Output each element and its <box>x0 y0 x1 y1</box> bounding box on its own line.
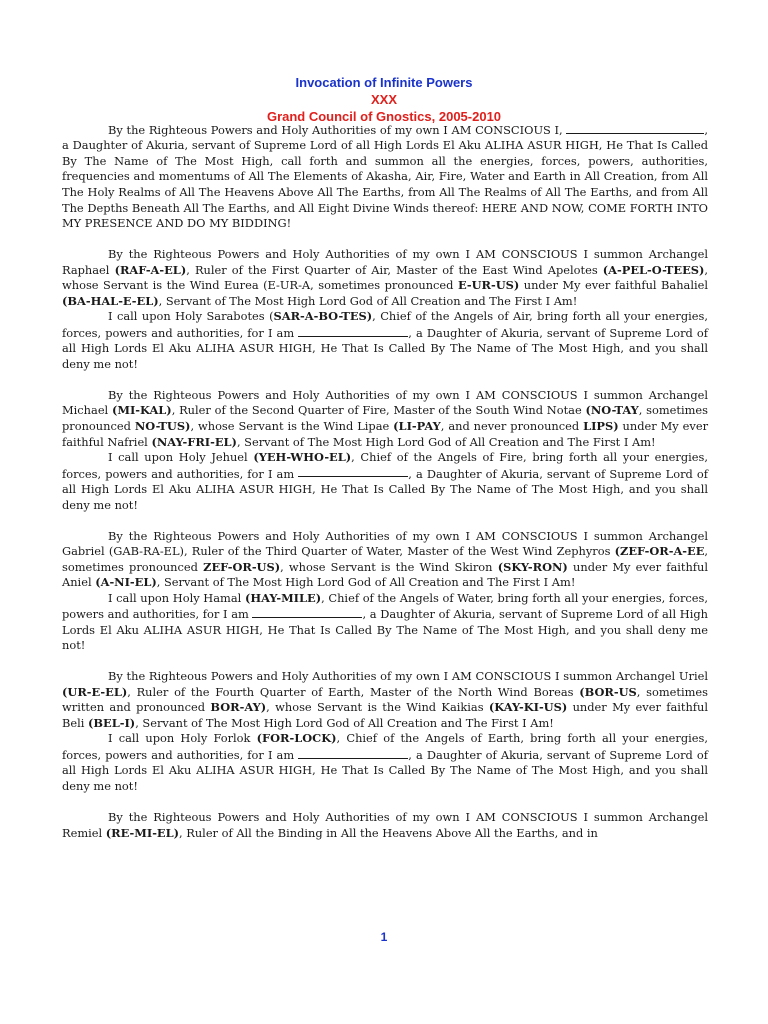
text-run: , sometimes pronounced <box>62 544 708 574</box>
pronunciation: (A-NI-EL) <box>95 575 157 590</box>
text-run: , sometimes pronounced <box>62 403 708 433</box>
text-run: , and never pronounced <box>440 418 584 433</box>
text-run: I call upon Holy Hamal <box>108 590 245 605</box>
paragraph-sarabotes <box>62 309 708 372</box>
text-run: , Chief of the Angels of Fire, bring forth all your energies, forces, powers and authorities, for I am <box>62 450 708 481</box>
text-run: I call upon Holy Jehuel <box>108 450 254 465</box>
text-run: under My ever faithful Nafriel <box>62 418 709 449</box>
paragraph-michael <box>62 388 708 450</box>
pronunciation: NO-TUS) <box>134 418 191 433</box>
text-run: , Chief of the Angels of Earth, bring forth all your energies, forces, powers and authorities, for I am <box>62 731 708 762</box>
text-run: By the Righteous Powers and Holy Authorities of my own I AM CONSCIOUS I summon Archangel Raphael <box>62 247 708 277</box>
text-run: , sometimes written and pronounced <box>62 684 708 715</box>
paragraph-uriel <box>62 669 708 731</box>
document-subtitle: XXX <box>370 92 397 107</box>
pronunciation: (FOR-LOCK) <box>256 731 337 746</box>
pronunciation: ZEF-OR-US) <box>203 559 281 574</box>
text-run: , Servant of The Most High Lord God of All Creation and The First I Am! <box>135 715 554 730</box>
text-run: , whose Servant is the Wind Eurea (E-UR-A, sometimes pronounced <box>62 262 708 293</box>
text-run: , Ruler of the First Quarter of Air, Master of the East Wind Apelotes <box>186 262 603 277</box>
paragraph-raphael <box>62 247 708 309</box>
text-run: By the Righteous Powers and Holy Authorities of my own I AM CONSCIOUS I summon Archangel Gabriel (GAB-RA-EL), Ruler of the Third Quarter of Water, Master of the West Wind Zephyros <box>62 528 708 559</box>
pronunciation: SAR-A-BO-TES) <box>273 309 373 324</box>
text-run: , Ruler of All the Binding in All the Heavens Above All the Earths, and in <box>179 825 598 840</box>
council-line: Grand Council of Gnostics, 2005-2010 <box>266 109 502 124</box>
text-run: By the Righteous Powers and Holy Authorities of my own I AM CONSCIOUS I, <box>108 122 567 137</box>
name-blank <box>566 122 704 134</box>
paragraph-remiel <box>62 810 708 841</box>
pronunciation: (BOR-US <box>579 684 637 699</box>
paragraph-forlok <box>62 731 708 794</box>
text-run: under My ever faithful Beli <box>62 700 708 730</box>
pronunciation: BOR-AY) <box>210 700 267 715</box>
text-run: , Chief of the Angels of Air, bring forth all your energies, forces, powers and authorities, for I am <box>62 309 708 340</box>
text-run: , a Daughter of Akuria, servant of Supreme Lord of all High Lords El Aku ALIHA ASUR HIGH, He That Is Called By The Name of The Most High, call forth and summon all the energies, forces, powers, authorities, frequencies and momentums of All The Elements of Akasha, Air, Fire, Water and Earth in All Creation, from All The Holy Realms of All The Heavens Above All The Earths, from All The Realms of All The Earths, and from All The Depths Beneath All The Earths, and All Eight Divine Winds thereof: HERE AND NOW, COME FORTH INTO MY PRESENCE AND DO MY BIDDING! <box>62 122 708 231</box>
text-run: I call upon Holy Forlok <box>108 731 257 746</box>
text-run: , Servant of The Most High Lord God of All Creation and The First I Am! <box>158 293 578 308</box>
paragraph-hamal <box>62 591 708 654</box>
text-run: under My ever faithful Aniel <box>62 559 708 590</box>
body-text <box>62 122 708 841</box>
pronunciation: (KAY-KI-US) <box>488 700 568 715</box>
pronunciation: (NO-TAY <box>585 403 639 418</box>
pronunciation: (BA-HAL-E-EL) <box>62 293 159 308</box>
pronunciation: (ZEF-OR-A-EE <box>614 544 705 559</box>
text-run: , whose Servant is the Wind Skiron <box>280 559 498 574</box>
text-run: , whose Servant is the Wind Kaikias <box>266 700 489 715</box>
pronunciation: (A-PEL-O-TEES) <box>602 262 705 277</box>
paragraph-opening <box>62 122 708 232</box>
text-run: By the Righteous Powers and Holy Authorities of my own I AM CONSCIOUS I summon Archangel Remiel <box>62 809 708 840</box>
text-run: , Ruler of the Second Quarter of Fire, Master of the South Wind Notae <box>171 403 586 418</box>
text-run: , a Daughter of Akuria, servant of Supreme Lord of all High Lords El Aku ALIHA ASUR HIGH, He That Is Called By The Name of The Most High, and you shall deny me not! <box>62 325 708 371</box>
pronunciation: (SKY-RON) <box>497 559 568 574</box>
text-run: , whose Servant is the Wind Lipae <box>190 418 394 433</box>
text-run: By the Righteous Powers and Holy Authorities of my own I AM CONSCIOUS I summon Archangel Uriel <box>108 669 708 684</box>
document-title: Invocation of Infinite Powers <box>295 75 473 90</box>
pronunciation: (RE-MI-EL) <box>105 825 180 840</box>
text-run: under My ever faithful Bahaliel <box>519 278 708 293</box>
text-run: , Servant of The Most High Lord God of All Creation and The First I Am! <box>156 575 576 590</box>
text-run: I call upon Holy Sarabotes ( <box>108 309 274 324</box>
pronunciation: LIPS) <box>583 418 619 433</box>
text-run: , Servant of The Most High Lord God of All Creation and The First I Am! <box>236 434 656 449</box>
text-run: By the Righteous Powers and Holy Authorities of my own I AM CONSCIOUS I summon Archangel Michael <box>62 387 708 418</box>
pronunciation: E-UR-US) <box>457 278 520 293</box>
name-blank <box>298 747 408 759</box>
pronunciation: (YEH-WHO-EL) <box>253 450 352 465</box>
pronunciation: (UR-E-EL) <box>62 684 128 699</box>
text-run: , a Daughter of Akuria, servant of Supreme Lord of all High Lords El Aku ALIHA ASUR HIGH, He That Is Called By The Name of The Most High, and you shall deny me not! <box>62 466 708 512</box>
pronunciation: (HAY-MILE) <box>244 590 322 605</box>
paragraph-jehuel <box>62 450 708 513</box>
title-block <box>0 74 768 125</box>
pronunciation: (LI-PAY <box>393 418 441 433</box>
pronunciation: (BEL-I) <box>88 715 136 730</box>
text-run: , Ruler of the Fourth Quarter of Earth, Master of the North Wind Boreas <box>127 684 580 699</box>
pronunciation: (RAF-A-EL) <box>114 262 187 277</box>
page-number: 1 <box>380 930 388 944</box>
pronunciation: (NAY-FRI-EL) <box>151 434 237 449</box>
text-run: , Chief of the Angels of Water, bring forth all your energies, forces, powers and authorities, for I am <box>62 590 708 622</box>
name-blank <box>298 466 408 478</box>
name-blank <box>298 325 408 337</box>
text-run: , a Daughter of Akuria, servant of Supreme Lord of all High Lords El Aku ALIHA ASUR HIGH, He That Is Called By The Name of The Most High, and you shall deny me not! <box>62 747 708 793</box>
text-run: , a Daughter of Akuria, servant of Supreme Lord of all High Lords El Aku ALIHA ASUR HIGH, He That Is Called By The Name of The Most High, and you shall deny me not! <box>62 607 708 653</box>
name-blank <box>252 606 362 618</box>
pronunciation: (MI-KAL) <box>111 403 172 418</box>
paragraph-gabriel <box>62 529 708 591</box>
